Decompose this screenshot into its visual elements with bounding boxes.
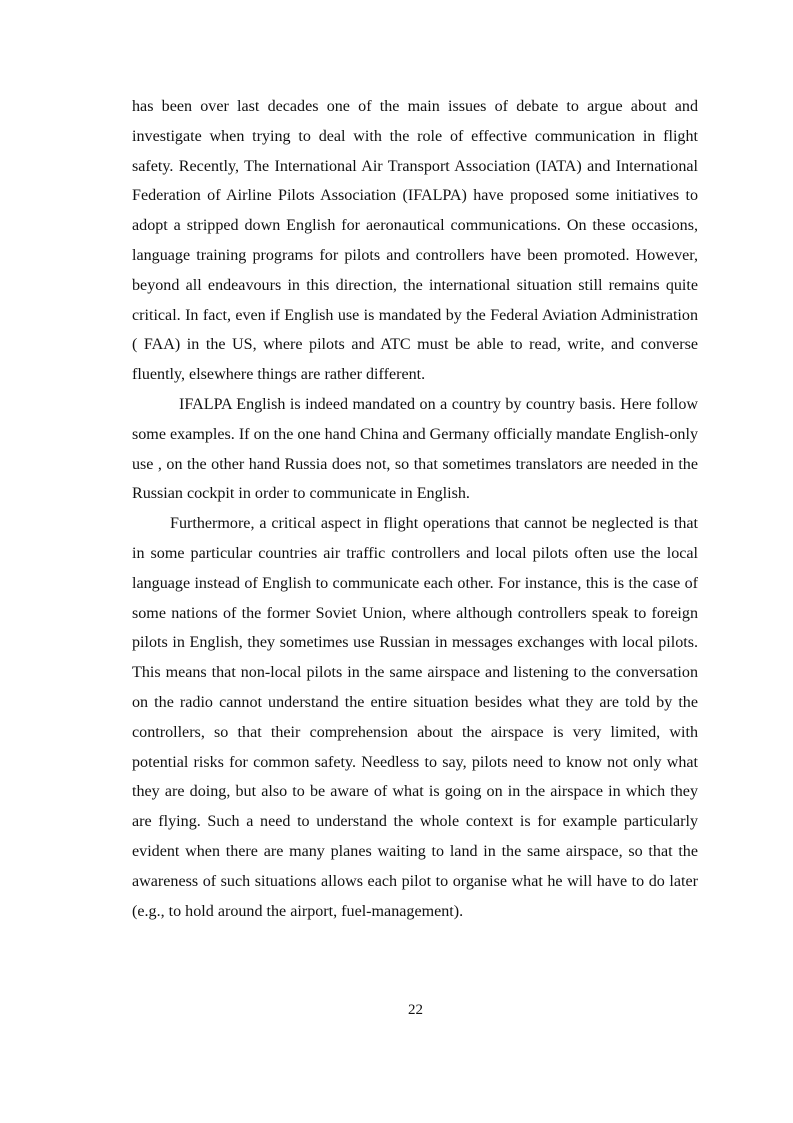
paragraph-1: has been over last decades one of the main issues of debate to argue about and investigate when trying to deal with the role of effective communication in flight safety. Recently, The International Air Transport Association (IATA) and International Federation of Airline Pilots Association (IFALPA) have proposed some initiatives to adopt a stripped down English for aeronautical communications. On these occasions, language training programs for pilots and controllers have been promoted. However, beyond all endeavours in this direction, the international situation still remains quite critical. In fact, even if English use is mandated by the Federal Aviation Administration ( FAA) in the US, where pilots and ATC must be able to read, write, and converse fluently, elsewhere things are rather different. [132, 98, 698, 384]
paragraph-2: IFALPA English is indeed mandated on a country by country basis. Here follow some examples. If on the one hand China and Germany officially mandate English-only use , on the other hand Russia does not, so that sometimes translators are needed in the Russian cockpit in order to communicate in English. [132, 395, 698, 503]
page-number: 22 [408, 1002, 423, 1018]
paragraph-3: Furthermore, a critical aspect in flight operations that cannot be neglected is that in some particular countries air traffic controllers and local pilots often use the local language instead of English to communicate each other. For instance, this is the case of some nations of the former Soviet Union, where although controllers speak to foreign pilots in English, they sometimes use Russian in messages exchanges with local pilots. This means that non-local pilots in the same airspace and listening to the conversation on the radio cannot understand the entire situation besides what they are told by the controllers, so that their comprehension about the airspace is very limited, with potential risks for common safety. Needless to say, pilots need to know not only what they are doing, but also to be aware of what is going on in the airspace in which they are flying. Such a need to understand the whole context is for example particularly evident when there are many planes waiting to land in the same airspace, so that the awareness of such situations allows each pilot to organise what he will have to do later (e.g., to hold around the airport, fuel-management). [132, 515, 698, 920]
body-text [132, 92, 698, 926]
